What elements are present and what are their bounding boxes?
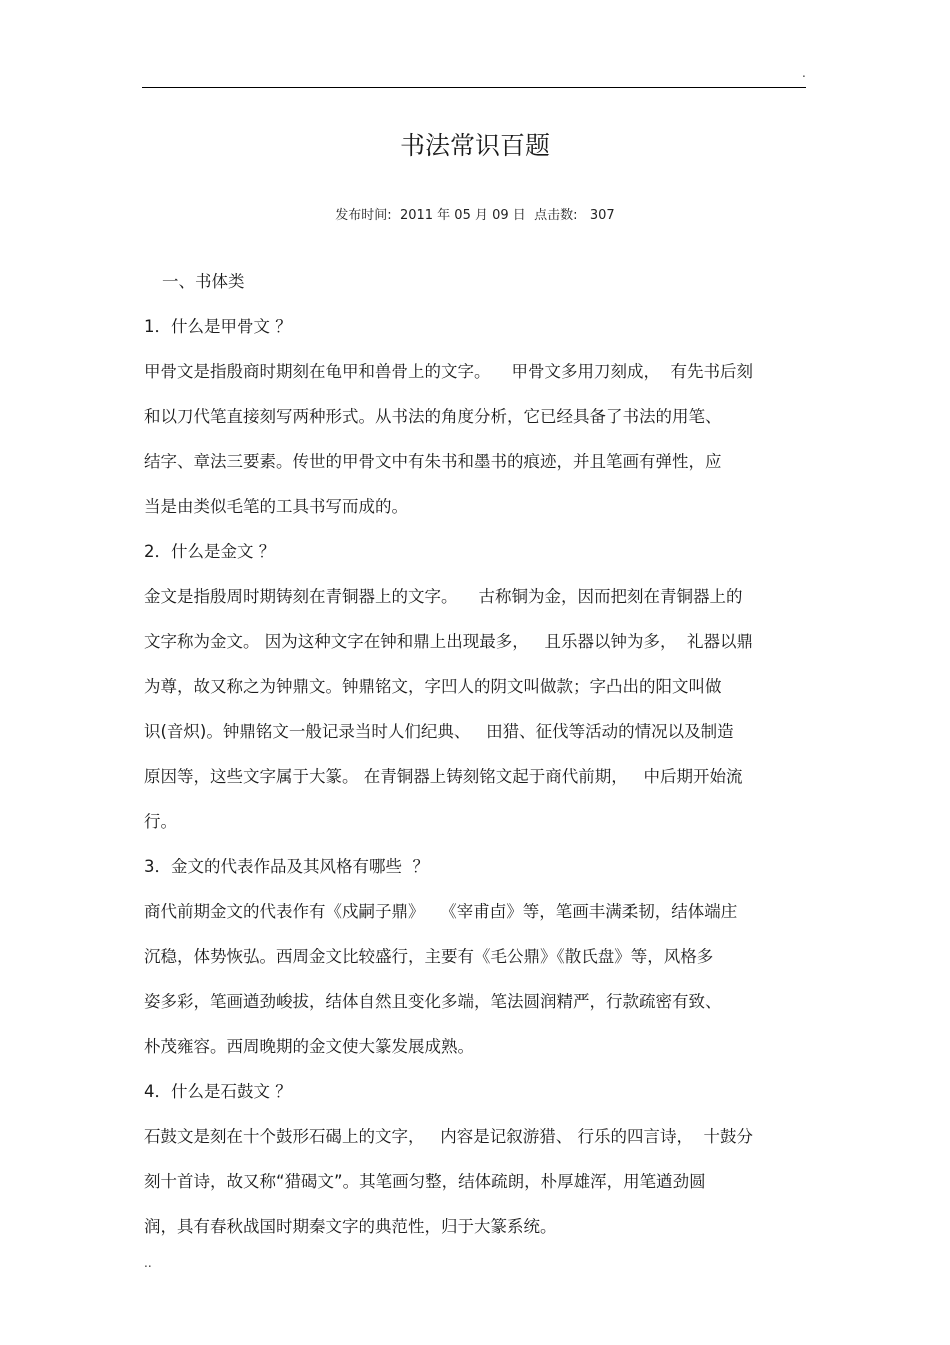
- document-body: [144, 259, 808, 1249]
- click-count-value: 307: [589, 208, 615, 223]
- paragraph-line: 甲骨文是指殷商时期刻在龟甲和兽骨上的文字。 甲骨文多用刀刻成， 有先书后刻: [144, 362, 753, 381]
- paragraph-line: 姿多彩，笔画遒劲峻拔，结体自然且变化多端，笔法圆润精严，行款疏密有致、: [144, 992, 722, 1011]
- paragraph-line: 为尊，故又称之为钟鼎文。钟鼎铭文，字凹人的阴文叫做款；字凸出的阳文叫做: [144, 677, 722, 696]
- paragraph-line: 结字、章法三要素。传世的甲骨文中有朱书和墨书的痕迹，并且笔画有弹性，应: [144, 452, 722, 471]
- paragraph-line: 沉稳，体势恢弘。西周金文比较盛行，主要有《毛公鼎》《散氏盘》等，风格多: [144, 947, 714, 966]
- document-title: 书法常识百题: [399, 131, 550, 160]
- paragraph-line: 当是由类似毛笔的工具书写而成的。: [144, 497, 408, 516]
- question-heading: 1．什么是甲骨文 ？: [144, 317, 292, 336]
- question-heading: 3．金文的代表作品及其风格有哪些 ？: [144, 857, 429, 876]
- question-heading: 4．什么是石鼓文 ？: [144, 1082, 292, 1101]
- paragraph-line: 文字称为金文。 因为这种文字在钟和鼎上出现最多， 且乐器以钟为多， 礼器以鼎: [144, 632, 753, 651]
- question-heading: 2．什么是金文 ？: [144, 542, 276, 561]
- paragraph-line: 识(音炽)。钟鼎铭文一般记录当时人们纪典、 田猎、征伐等活动的情况以及制造: [144, 722, 734, 741]
- header-corner-mark: .: [802, 66, 806, 80]
- paragraph-line: 原因等，这些文字属于大篆。 在青铜器上铸刻铭文起于商代前期， 中后期开始流: [144, 767, 743, 786]
- paragraph-line: 行。: [144, 812, 177, 831]
- section-heading: 一、书体类: [162, 272, 245, 291]
- paragraph-line: 和以刀代笔直接刻写两种形式。从书法的角度分析，它已经具备了书法的用笔、: [144, 407, 722, 426]
- publish-date: 2011 年 05 月 09 日: [399, 208, 526, 223]
- publish-label: 发布时间:: [335, 208, 392, 223]
- paragraph-line: 石鼓文是刻在十个鼓形石碣上的文字， 内容是记叙游猎、 行乐的四言诗， 十鼓分: [144, 1127, 753, 1146]
- publish-meta: [0, 206, 950, 226]
- click-count-label: 点击数:: [534, 208, 578, 223]
- header-rule: [142, 87, 806, 88]
- paragraph-line: 金文是指殷周时期铸刻在青铜器上的文字。 古称铜为金，因而把刻在青铜器上的: [144, 587, 743, 606]
- paragraph-line: 润，具有春秋战国时期秦文字的典范性，归于大篆系统。: [144, 1217, 557, 1236]
- footer-corner-mark: ..: [144, 1256, 152, 1270]
- paragraph-line: 朴茂雍容。西周晚期的金文使大篆发展成熟。: [144, 1037, 474, 1056]
- paragraph-line: 商代前期金文的代表作有《戍嗣子鼎》 《宰甫卣》等，笔画丰满柔韧，结体端庄: [144, 902, 738, 921]
- paragraph-line: 刻十首诗，故又称“猎碣文”。其笔画匀整，结体疏朗，朴厚雄浑，用笔遒劲圆: [144, 1172, 706, 1191]
